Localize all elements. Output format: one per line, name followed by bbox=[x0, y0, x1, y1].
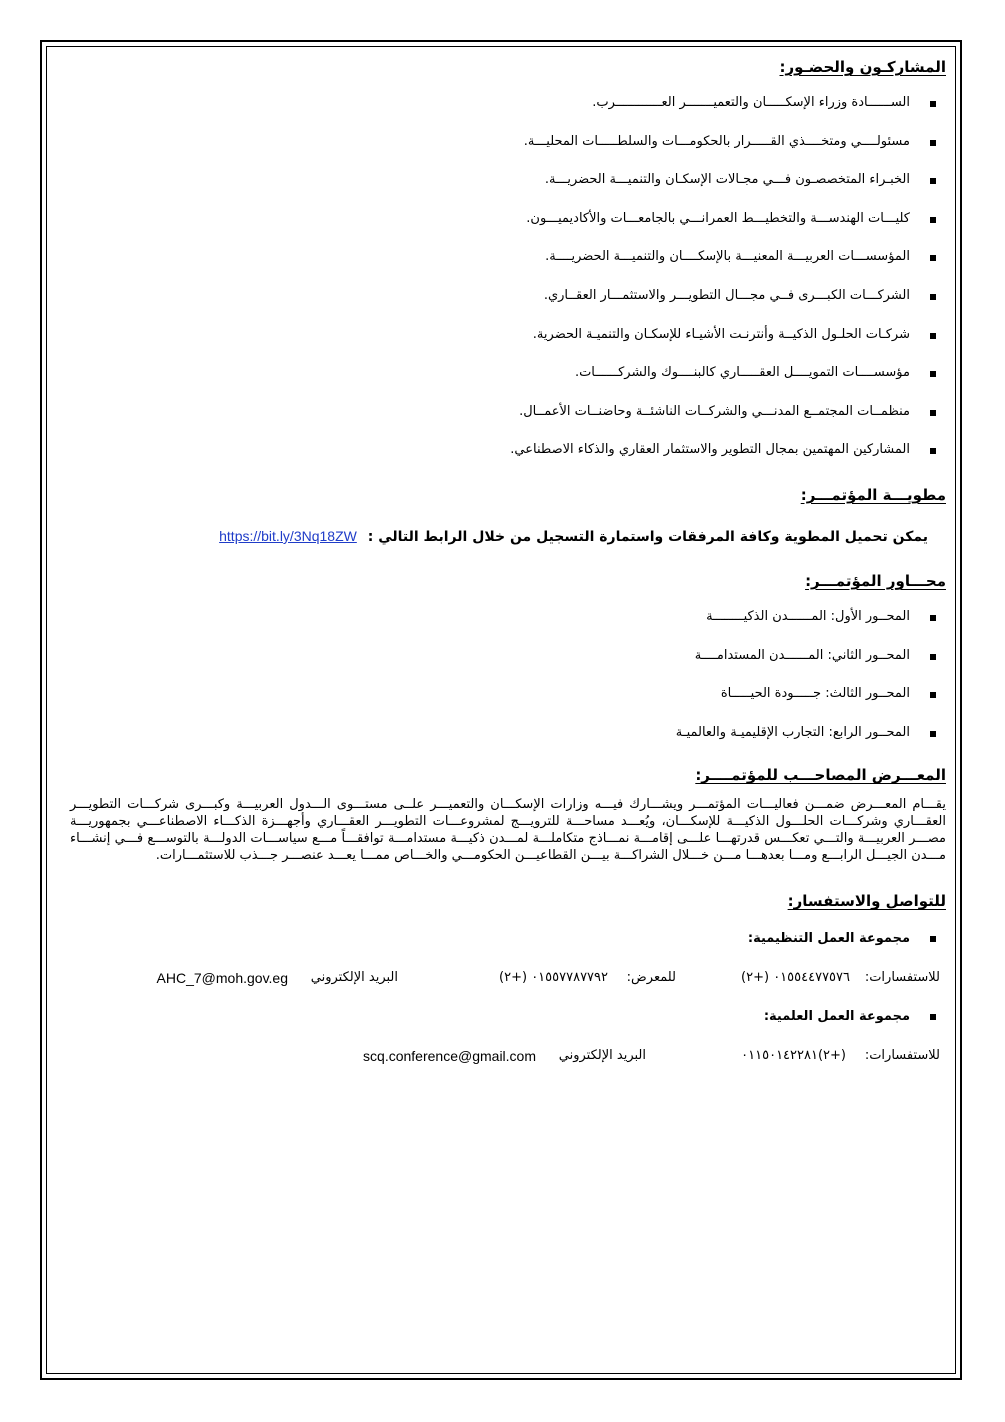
exhibit-label: للمعرض: bbox=[626, 970, 676, 986]
inquiries-label: للاستفسارات: bbox=[864, 1048, 940, 1064]
exhibition-paragraph: يقـــام المعـــرض ضمـــن فعاليـــات المؤتمـــر ويشـــارك فيـــه وزارات الإسكـــان والتعميـــر علــى مستـــوى الـــدول العربيـــة وكبـــرى شركـــات التطويـــر العقـــاري وشركـــات الحلـــول الذكيـــة للإسكـــان، ويُعـــد مساحـــة للترويـــج لمشروعـــات التطويـــر العقـــاري وأجهـــزة الذكـــاء الاصطناعـــي بجمهوريـــة مصـــر العربيـــة والتـــي تعكـــس قدرتهـــا علـــى إقامـــة نمـــاذج متكاملـــة لمـــدن ذكيـــة مستدامـــة توافقـــاً مـــع سياســـات الدولـــة بالتوســـع فـــي إنشـــاء مـــدن الجيـــل الرابـــع ومـــا بعدهـــا مـــن خـــلال الشراكـــة بيـــن القطاعيـــن الحكومـــي والخـــاص ممـــا يعـــد عنصـــر جـــذب للاستثمـــارات. bbox=[70, 797, 946, 864]
list-item: المحــور الثاني: المــــــدن المستدامــــة bbox=[70, 637, 946, 676]
participants-list bbox=[70, 84, 946, 470]
brochure-text: يمكن تحميل المطوية وكافة المرفقات واستمارة التسجيل من خلال الرابط التالي : bbox=[367, 528, 928, 545]
list-item: المشاركين المهتمين بمجال التطوير والاستثمار العقاري والذكاء الاصطناعي. bbox=[70, 431, 946, 470]
organizing-contact-row bbox=[70, 960, 946, 996]
axes-list bbox=[70, 598, 946, 752]
inquiries-phone: (+٢)٠١١٥٠١٤٢٢٨١ bbox=[741, 1048, 846, 1064]
list-item: المحــور الثالث: جـــــودة الحيـــــاة bbox=[70, 675, 946, 714]
scientific-contact-row bbox=[70, 1038, 946, 1074]
brochure-link[interactable]: https://bit.ly/3Nq18ZW bbox=[219, 527, 357, 544]
list-item: شركـات الحلـول الذكيــة وأنترنـت الأشيـاء للإسكـان والتنميـة الحضرية. bbox=[70, 316, 946, 355]
list-item: المؤسســـات العربيـــة المعنيـــة بالإسكــــان والتنميـــة الحضريــــة. bbox=[70, 238, 946, 277]
inquiries-label: للاستفسارات: bbox=[864, 970, 940, 986]
email-link[interactable]: scq.conference@gmail.com bbox=[363, 1048, 536, 1065]
list-item: منظمــات المجتمــع المدنـــي والشركــات الناشئــة وحاضنــات الأعمــال. bbox=[70, 393, 946, 432]
inquiries-phone: ٠١٥٥٤٤٧٧٥٧٦ (+٢) bbox=[741, 970, 850, 986]
list-item: الســــــادة وزراء الإسكـــــان والتعميـــــــر العــــــــــــرب. bbox=[70, 84, 946, 123]
axes-heading: محـــاور المؤتمـــر: bbox=[805, 571, 946, 590]
exhibit-phone: ٠١٥٥٧٧٨٧٧٩٢ (+٢) bbox=[499, 970, 608, 986]
list-item: مسئولــــي ومتخــــذي القـــــرار بالحكومـــات والسلطـــــات المحليـــة. bbox=[70, 123, 946, 162]
exhibition-heading: المعـــرض المصاحـــب للمؤتمــــر: bbox=[695, 766, 946, 785]
list-item: المحــور الرابع: التجارب الإقليميـة والعالميـة bbox=[70, 714, 946, 753]
list-item: مؤسســــات التمويــــل العقـــــاري كالبنــــوك والشركــــــات. bbox=[70, 354, 946, 393]
organizing-group-title: مجموعة العمل التنظيمية: bbox=[70, 922, 946, 956]
list-item: الخبـراء المتخصصـون فـــي مجـالات الإسكـان والتنميـــة الحضريـــة. bbox=[70, 161, 946, 200]
email-label: البريد الإلكتروني bbox=[310, 970, 398, 986]
email-link[interactable]: AHC_7@moh.gov.eg bbox=[156, 970, 288, 987]
brochure-heading: مطويـــة المؤتمـــر: bbox=[800, 485, 946, 504]
participants-heading: المشاركـون والحضـور: bbox=[779, 58, 946, 76]
list-item: المحــور الأول: المــــــدن الذكيــــــــة bbox=[70, 598, 946, 637]
brochure-line bbox=[70, 516, 946, 556]
list-item: كليـــات الهندســـة والتخطيـــط العمرانـــي بالجامعـــات والأكاديميـــون. bbox=[70, 200, 946, 239]
scientific-group-title: مجموعة العمل العلمية: bbox=[70, 1000, 946, 1034]
email-label: البريد الإلكتروني bbox=[558, 1048, 646, 1064]
list-item: الشركـــات الكبـــرى فــي مجـــال التطويـــر والاستثمـــار العقــاري. bbox=[70, 277, 946, 316]
contact-heading: للتواصل والاستفسار: bbox=[787, 892, 946, 911]
document-content bbox=[70, 54, 946, 1074]
